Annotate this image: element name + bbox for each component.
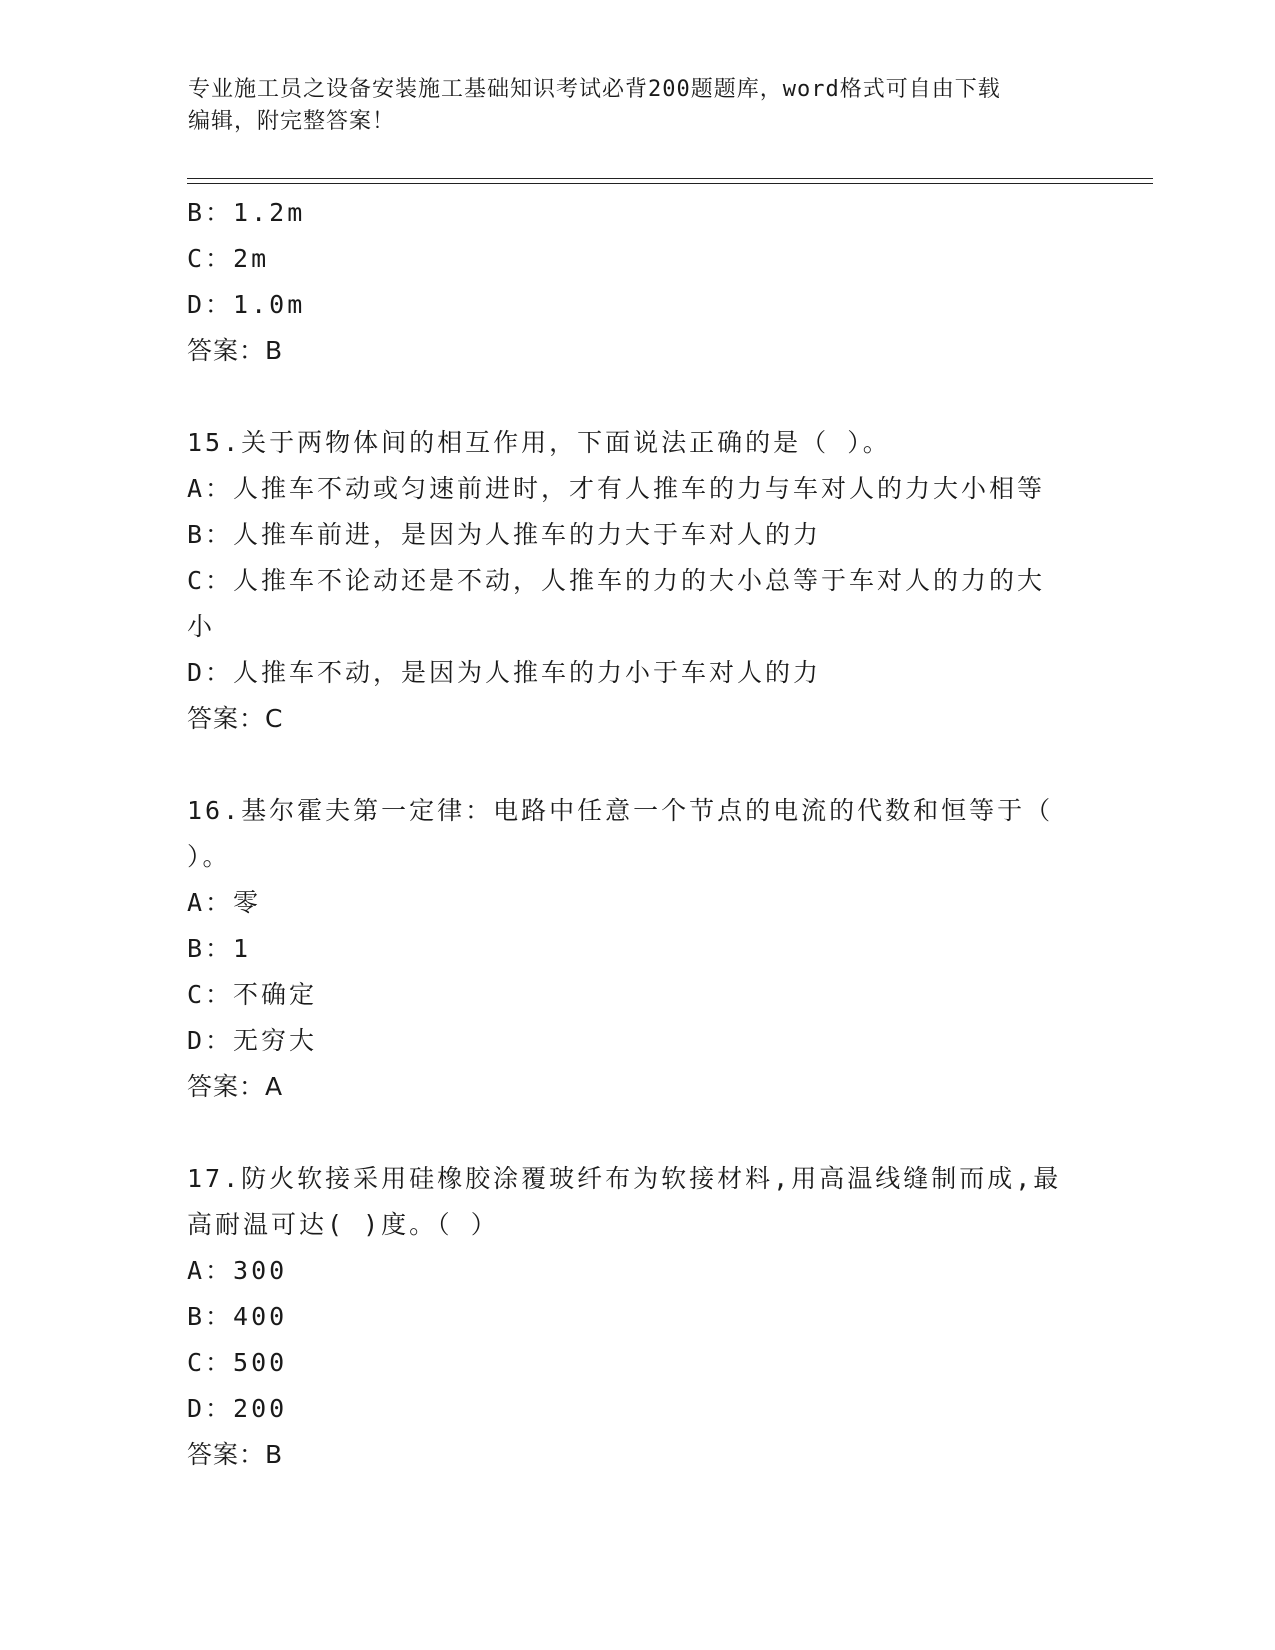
question-text: 17.防火软接采用硅橡胶涂覆玻纤布为软接材料,用高温线缝制而成,最高耐温可达( )度。（ ） [187,1164,1062,1239]
header-divider-bottom [187,183,1153,184]
option-c: C：500 [187,1348,288,1377]
question-text: 16.基尔霍夫第一定律：电路中任意一个节点的电流的代数和恒等于（ ）。 [187,796,1072,871]
spacer [187,742,1087,788]
option-a: A：人推车不动或匀速前进时，才有人推车的力与车对人的力大小相等 [187,474,1046,503]
option-d: D：人推车不动，是因为人推车的力小于车对人的力 [187,658,822,687]
question-15 [187,420,1067,742]
spacer [187,1110,1087,1156]
question-16 [187,788,1072,1110]
option-c: C：人推车不论动还是不动，人推车的力的大小总等于车对人的力的大小 [187,566,1046,641]
page-header [188,74,1068,138]
option-c: C：不确定 [187,980,318,1009]
option-d: D：200 [187,1394,288,1423]
question-17 [187,1156,1067,1478]
spacer [187,374,1087,420]
previous-question-tail [187,190,1087,374]
option-c: C：2m [187,244,270,273]
question-text: 15.关于两物体间的相互作用，下面说法正确的是（ ）。 [187,428,891,457]
header-title-line-1: 专业施工员之设备安装施工基础知识考试必背200题题库，word格式可自由下载 [188,77,1001,102]
option-d: D：无穷大 [187,1026,318,1055]
question-list [187,190,1087,1478]
option-a: A：零 [187,888,262,917]
header-title-line-2: 编辑，附完整答案！ [188,109,396,134]
option-b: B：1 [187,934,252,963]
answer-line: 答案：B [187,336,284,365]
header-divider-top [187,178,1153,179]
option-a: A：300 [187,1256,288,1285]
answer-line: 答案：C [187,704,284,733]
option-b: B：400 [187,1302,288,1331]
option-b: B：1.2m [187,198,306,227]
answer-line: 答案：A [187,1072,284,1101]
answer-line: 答案：B [187,1440,284,1469]
option-b: B：人推车前进，是因为人推车的力大于车对人的力 [187,520,822,549]
option-d: D：1.0m [187,290,306,319]
